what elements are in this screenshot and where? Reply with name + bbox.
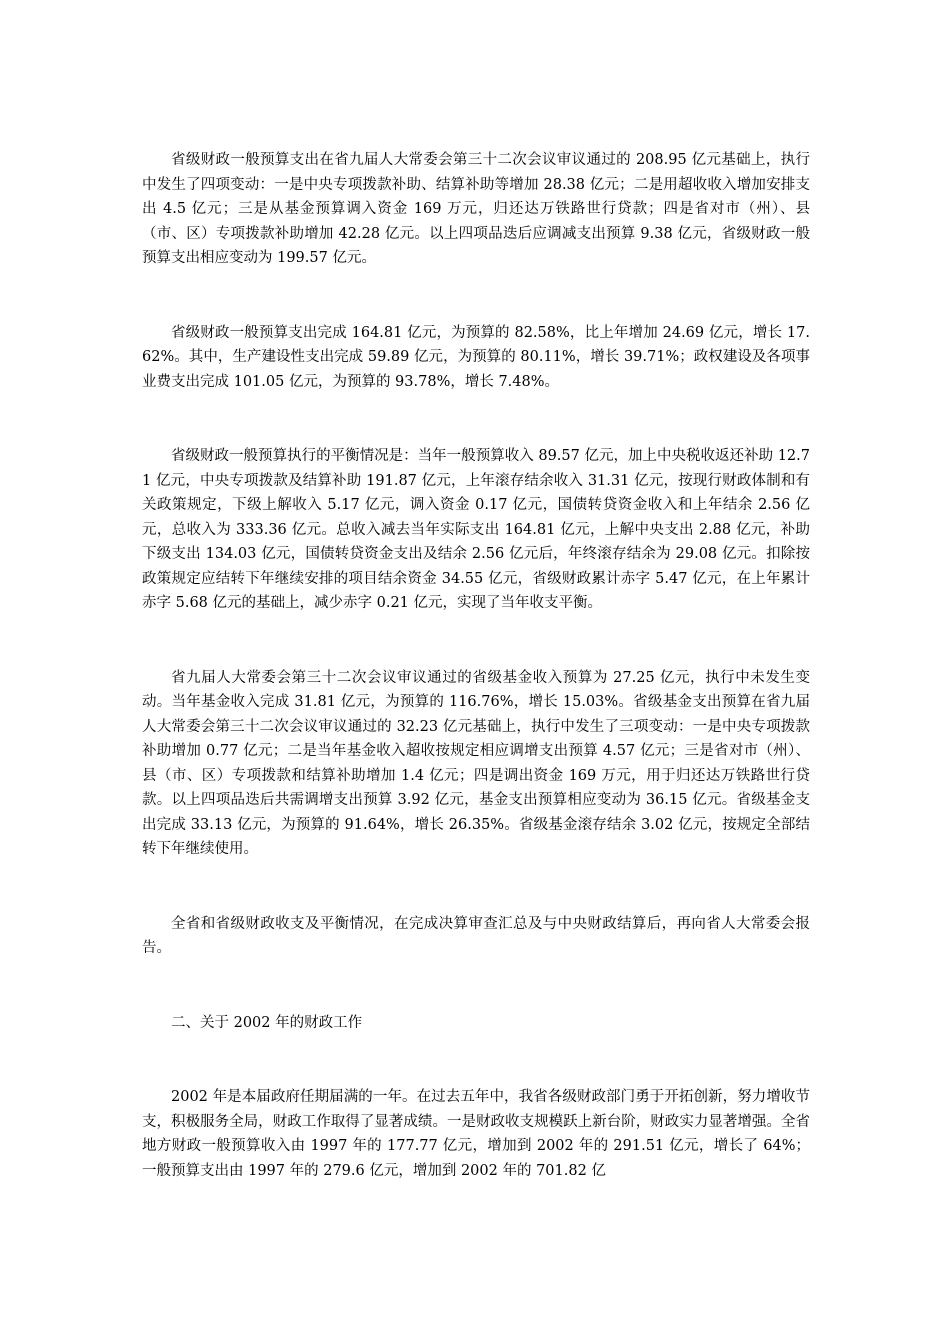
paragraph-expenditure-completion: 省级财政一般预算支出完成 164.81 亿元，为预算的 82.58%，比上年增加 24.69 亿元，增长 17.62%。其中，生产建设性支出完成 59.89 亿元，为预算的 80.11%，增长 39.71%；政权建设及各项事业费支出完成 101.05 亿元，为预算的 93.78%，增长 7.48%。 (142, 324, 810, 390)
section-heading-2002-work: 二、关于 2002 年的财政工作 (171, 1014, 363, 1031)
paragraph-fund-budget: 省九届人大常委会第三十二次会议审议通过的省级基金收入预算为 27.25 亿元，执行中未发生变动。当年基金收入完成 31.81 亿元，为预算的 116.76%，增长 15.03%。省级基金支出预算在省九届人大常委会第三十二次会议审议通过的 32.23 亿元基础上，执行中发生了三项变动：一是中央专项拨款补助增加 0.77 亿元；二是当年基金收入超收按规定相应调增支出预算 4.57 亿元；三是省对市（州）、县（市、区）专项拨款和结算补助增加 1.4 亿元；四是调出资金 169 万元，用于归还达万铁路世行贷款。以上四项品迭后共需调增支出预算 3.92 亿元，基金支出预算相应变动为 36.15 亿元。省级基金支出完成 33.13 亿元，为预算的 91.64%，增长 26.35%。省级基金滚存结余 3.02 亿元，按规定全部结转下年继续使用。 (142, 669, 810, 857)
paragraph-budget-balance: 省级财政一般预算执行的平衡情况是：当年一般预算收入 89.57 亿元，加上中央税收返还补助 12.71 亿元，中央专项拨款及结算补助 191.87 亿元，上年滚存结余收入 31.31 亿元，按现行财政体制和有关政策规定，下级上解收入 5.17 亿元，调入资金 0.17 亿元，国债转贷资金收入和上年结余 2.56 亿元，总收入为 333.36 亿元。总收入减去当年实际支出 164.81 亿元，上解中央支出 2.88 亿元，补助下级支出 134.03 亿元，国债转贷资金支出及结余 2.56 亿元后，年终滚存结余为 29.08 亿元。扣除按政策规定应结转下年继续安排的项目结余资金 34.55 亿元，省级财政累计赤字 5.47 亿元，在上年累计赤字 5.68 亿元的基础上，减少赤字 0.21 亿元，实现了当年收支平衡。 (142, 448, 810, 611)
paragraph-report-note: 全省和省级财政收支及平衡情况，在完成决算审查汇总及与中央财政结算后，再向省人大常委会报告。 (142, 915, 810, 956)
paragraph-2002-review: 2002 年是本届政府任期届满的一年。在过去五年中，我省各级财政部门勇于开拓创新，努力增收节支，积极服务全局，财政工作取得了显著成绩。一是财政收支规模跃上新台阶，财政实力显著增强。全省地方财政一般预算收入由 1997 年的 177.77 亿元，增加到 2002 年的 291.51 亿元，增长了 64%；一般预算支出由 1997 年的 279.6 亿元，增加到 2002 年的 701.82 亿 (142, 1089, 810, 1179)
paragraph-budget-adjustment: 省级财政一般预算支出在省九届人大常委会第三十二次会议审议通过的 208.95 亿元基础上，执行中发生了四项变动：一是中央专项拨款补助、结算补助等增加 28.38 亿元；二是用超收收入增加安排支出 4.5 亿元；三是从基金预算调入资金 169 万元，归还达万铁路世行贷款；四是省对市（州）、县（市、区）专项拨款补助增加 42.28 亿元。以上四项品迭后应调减支出预算 9.38 亿元，省级财政一般预算支出相应变动为 199.57 亿元。 (142, 152, 810, 266)
document-body (142, 148, 810, 1183)
